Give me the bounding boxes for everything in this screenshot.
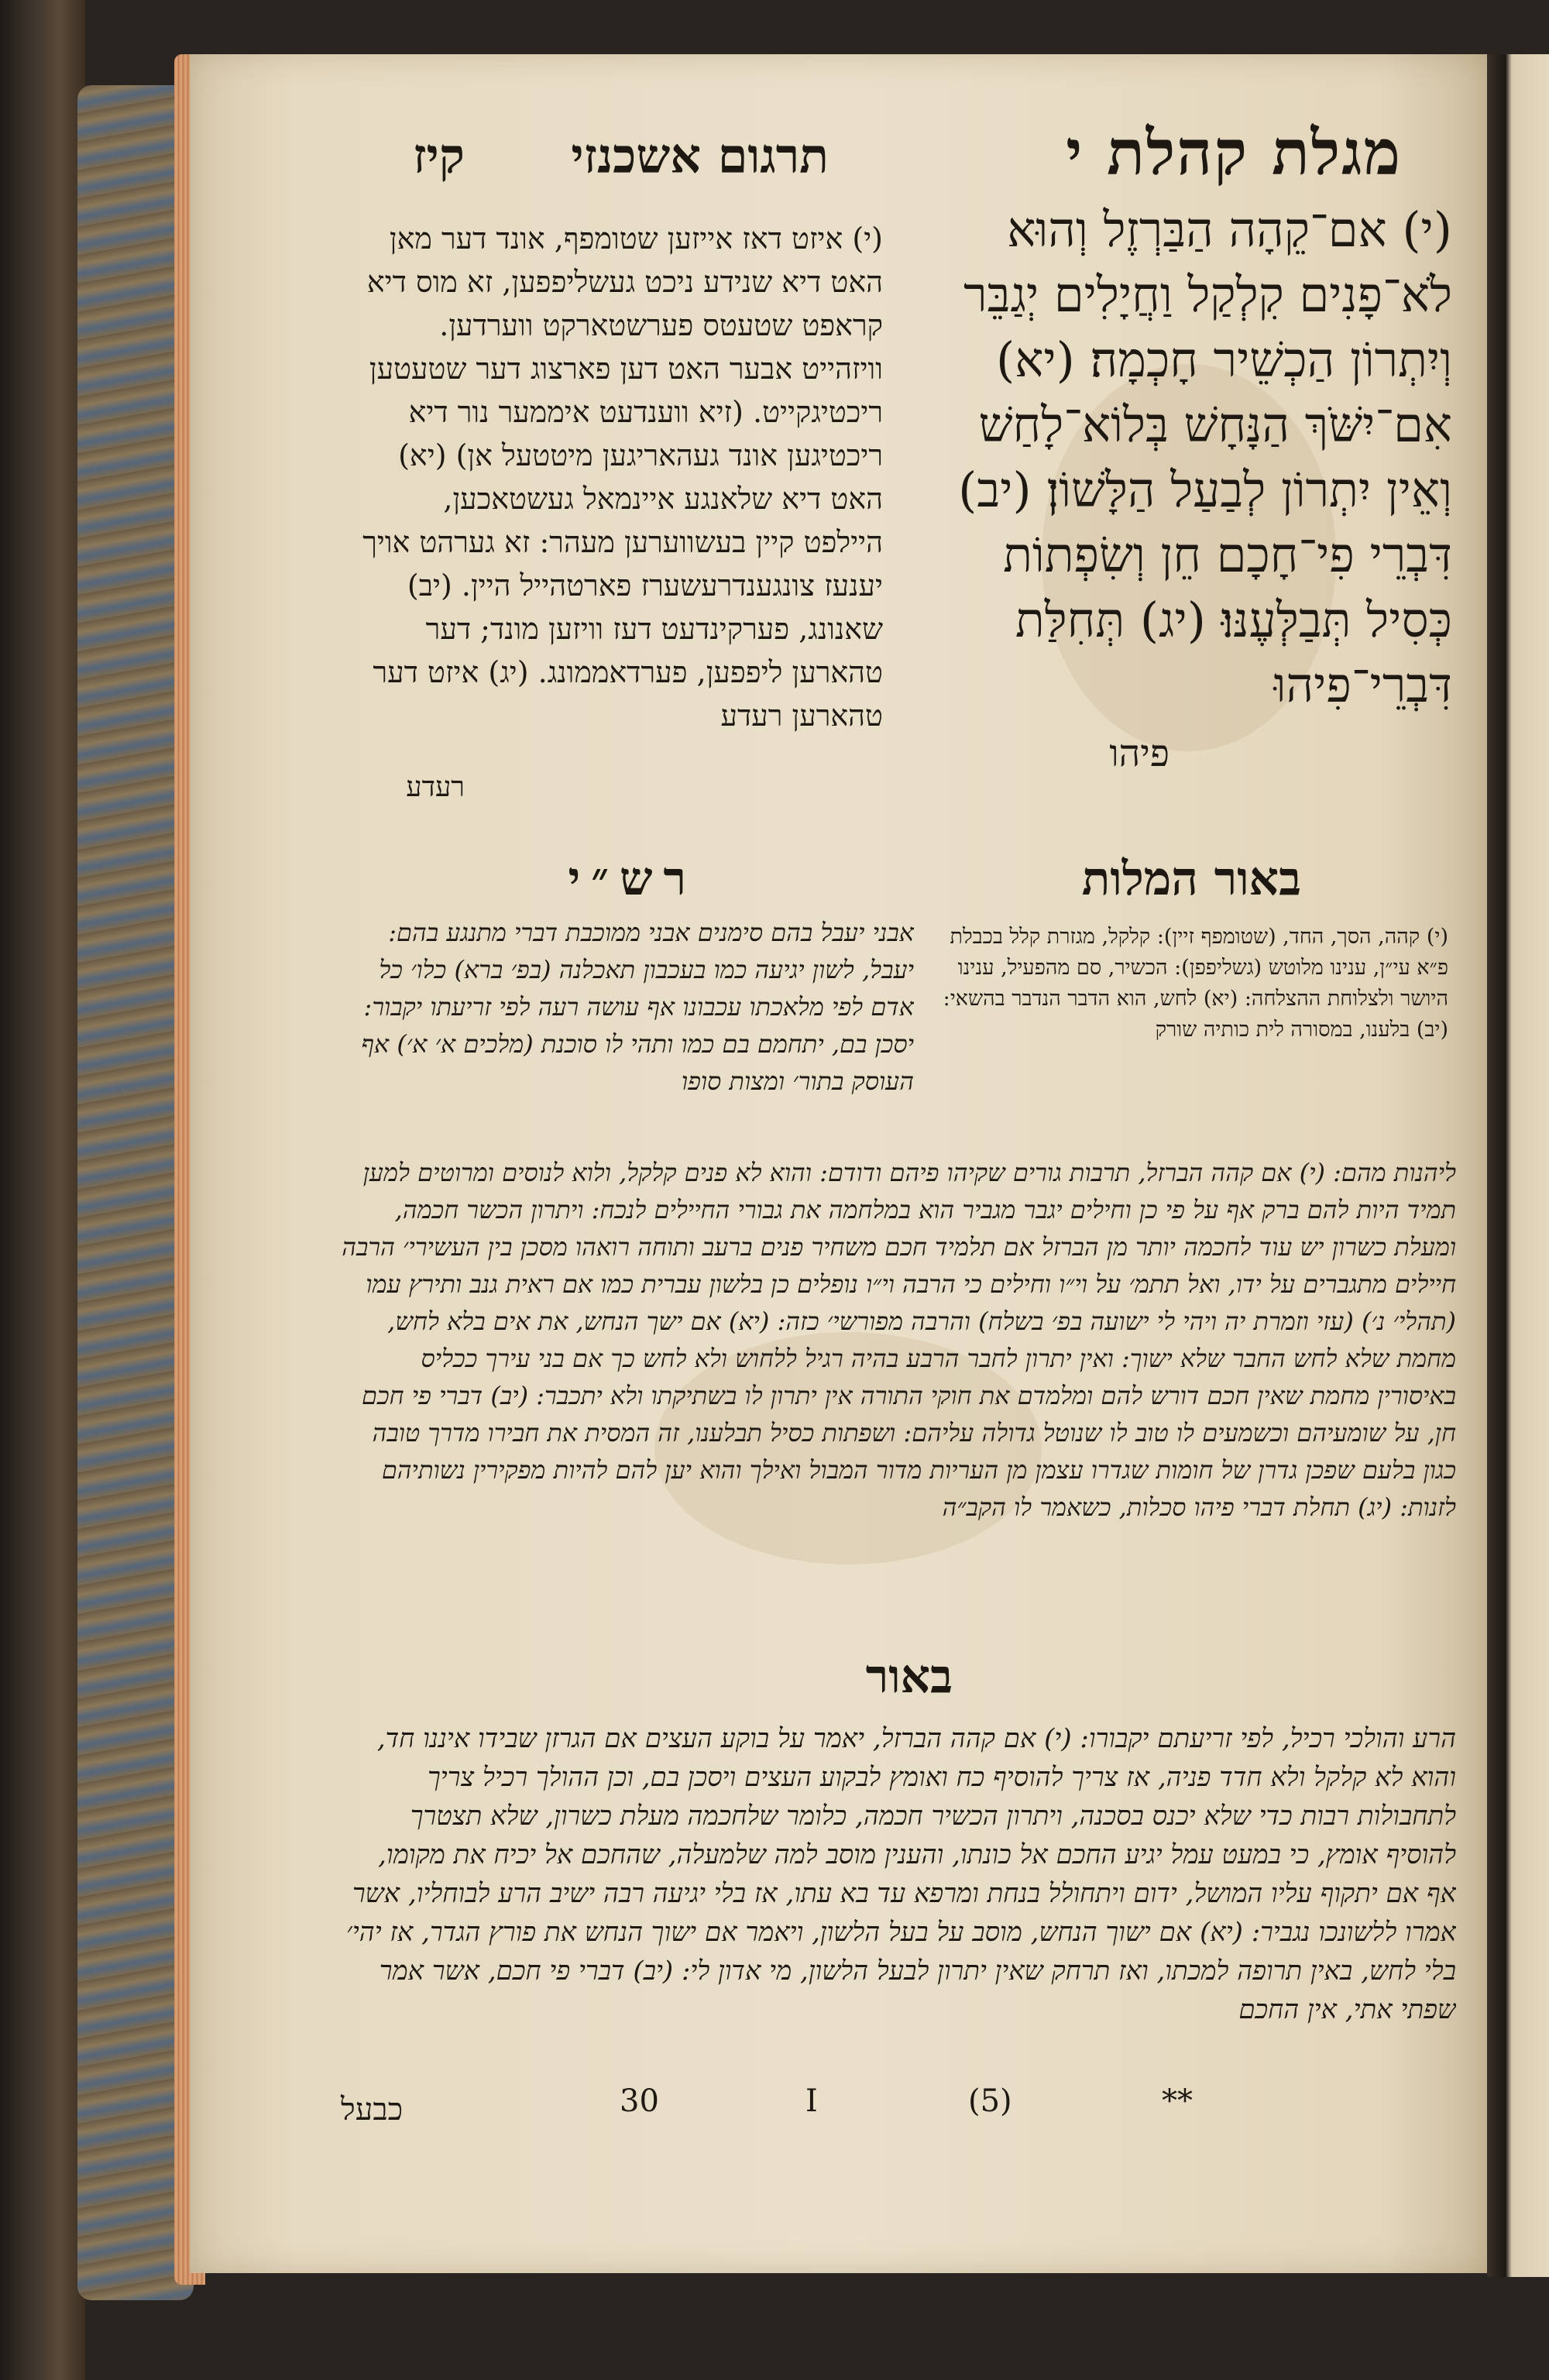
signature-paren: (5) xyxy=(968,2083,1012,2119)
signature-stars: ** xyxy=(1162,2083,1193,2119)
catch-word-top: רעדע xyxy=(406,771,465,803)
catch-word: כבעל xyxy=(341,2092,404,2128)
section-rashi: רש״י xyxy=(568,852,697,906)
facing-page-strip xyxy=(1487,54,1549,2277)
section-biur-hamilot: באור המלות xyxy=(1081,852,1301,906)
section-biur: באור xyxy=(865,1650,953,1704)
yiddish-translation: (י) איזט דאז אייזען שטומפף, אונד דער מאן האט דיא שנידע ניכט געשליפפען, זא מוס דיא קראפט שטעטס פערשטארקט ווערדען. וויזהייט אבער האט דען פארצוג דער שטעטען ריכטיגקייט. (זיא ווענדעט איממער נור דיא ריכטיגען אונד געהאריגען מיטטעל אן) (יא) האט דיא שלאנגע איינמאל געשטאכען, היילפט קיין בעשווערען מעהר: זא גערהט אויך יענעז צונגענדרעשערז פארטהייל היין. (יב) שאנונג, פערקינדעט דעז וויזען מונד; דער טהארען ליפפען, פערדאממונג. (יג) איזט דער טהארען רעדע xyxy=(362,222,883,733)
signature-number: 30 xyxy=(620,2083,659,2119)
page-number: קיז xyxy=(413,128,465,184)
left-running-title: תרגום אשכנזי xyxy=(571,128,829,184)
rashi-main-text: ליהנות מהם: (י) אם קהה הברזל, תרבות גורים שקיהו פיהם ודודם: והוא לא פנים קלקל, ולוא לנוסים ומרוטים למען תמיד היות להם ברק אף על פי כן וחילים יגבר מגביר הוא במלחמה את גבורי החיילים לנכח: ויתרון הכשר חכמה, ומעלת כשרון יש עוד לחכמה יותר מן הברזל אם תלמיד חכם משחיר פנים ברעב ותוחה רואהו מסכן בין העשירי׳ הרבה חיילים מתגברים על ידו, ואל תתמ׳ על וי״ו וחילים כי הרבה וי״ו נופלים כן בלשון עברית כמו אם ראית גנב ותירץ עמו (תהלי׳ נ׳) (עזי וזמרת יה ויהי לי ישועה בפ׳ בשלח) והרבה מפורשי׳ כזה: (יא) אם ישך הנחש, את אים בלא לחש, מחמת שלא לחש החבר שלא ישוך: ואין יתרון לחבר הרבע בהיה רגיל ללחוש ולא לחש כך אם בני עירך ככליס באיסורין מחמת שאין חכם דורש להם ומלמדם את חוקי התורה אין יתרון לו בשתיקתו ולא יתכבר: (יב) דברי פי חכם חן, על שומעיהם וכשמעים לו טוב לו שנוטל גדולה עליהם: ושפתות כסיל תבלענו, זה המסית את חבירו מדרך טובה כגון בלעם שפכן גדרן של חומות שגדרו עצמן מן העריות מדור המבול ואילך והוא יען להם להיות מפקירין נשותיהם לזנות: (יג) תחלת דברי פיהו סכלות, כשאמר לו הקב״ה xyxy=(342,1158,1456,1522)
right-running-title: מגלת קהלת י xyxy=(1066,116,1402,189)
hebrew-verses: (י) אם־קֵהָה הַבַּרְזֶל וְהוּא לֹא־פָנִים קִלְקַל וַחֲיָלִים יְגַבֵּר וְיִתְרוֹן הַכְשֵׁיר חָכְמָה׃ (יא) אִם־יִשֹּׁךְ הַנָּחָשׁ בְּלוֹא־לָחַשׁ וְאֵין יִתְרוֹן לְבַעַל הַלָּשׁוֹן׃ (יב) דִּבְרֵי פִי־חָכָם חֵן וְשִׂפְתוֹת כְּסִיל תְּבַלְּעֶנּוּ׃ (יג) תְּחִלַּת דִּבְרֵי־פִיהוּ xyxy=(958,201,1452,713)
signature-roman: I xyxy=(805,2083,818,2119)
verse-continuation: פיהו xyxy=(1109,732,1169,775)
binding-cloth xyxy=(0,0,85,2380)
biur-hamilot-text: (י) קהה, הסך, החד, (שטומפף זיין): קלקל, מגזרת קלל בכבלת פ״א עי״ן, ענינו מלוטש (גשליפפן): הכשיר, סם מהפעיל, ענינו היושר ולצלוחת ההצלחה: (יא) לחש, הוא הדבר הנדבר בהשאי: (יב) בלענו, במסורה לית כותיה שורק xyxy=(943,925,1448,1042)
rashi-text: אבני יעבל בהם סימנים אבני ממוכבת דברי מתנגע בהם: יעבל, לשון יגיעה כמו בעכבון תאכלנה (בפ׳ ברא) כלו׳ כל אדם לפי מלאכתו עכבונו אף עושה רעה לפי זריעתו יקבור: יסכן בם, יתחמם בם כמו ותהי לו סוכנת (מלכים א׳ א׳) אף העוסק בתור׳ ומצות סופו xyxy=(361,918,914,1096)
biur-text: הרע והולכי רכיל, לפי זריעתם יקבורו: (י) אם קהה הברזל, יאמר על בוקע העצים אם הגרזן שבידו איננו חד, והוא לא קלקל ולא חדד פניה, אז צריך להוסיף כח ואומץ לבקוע העצים ויסכן בם, וכן ההולך רכיל צריך לתחבולות רבות כדי שלא יכנס בסכנה, ויתרון הכשיר חכמה, כלומר שלחכמה מעלת כשרון, שלא תצטרך להוסיף אומץ, כי במעט עמל יגיע החכם אל כונתו, והענין מוסב למה שלמעלה, שהחכם אל יכיח את מקומו, אף אם יתקוף עליו המושל, ידום ויתחולל בנחת ומרפא עד בא עתו, אז בלי יגיעה רבה ישיב הרע לבוחליו, אשר אמרו ללשונכו נגביר: (יא) אם ישוך הנחש, מוסב על בעל הלשון, ויאמר אם ישוך הנחש את פורץ הגדר, אז יהי׳ בלי לחש, באין תרופה למכתו, ואז תרחק שאין יתרון לבעל הלשון, מי אדון לי: (יב) דברי פי חכם, אשר אמר שפתי אתי, אין החכם xyxy=(346,1723,1456,2025)
